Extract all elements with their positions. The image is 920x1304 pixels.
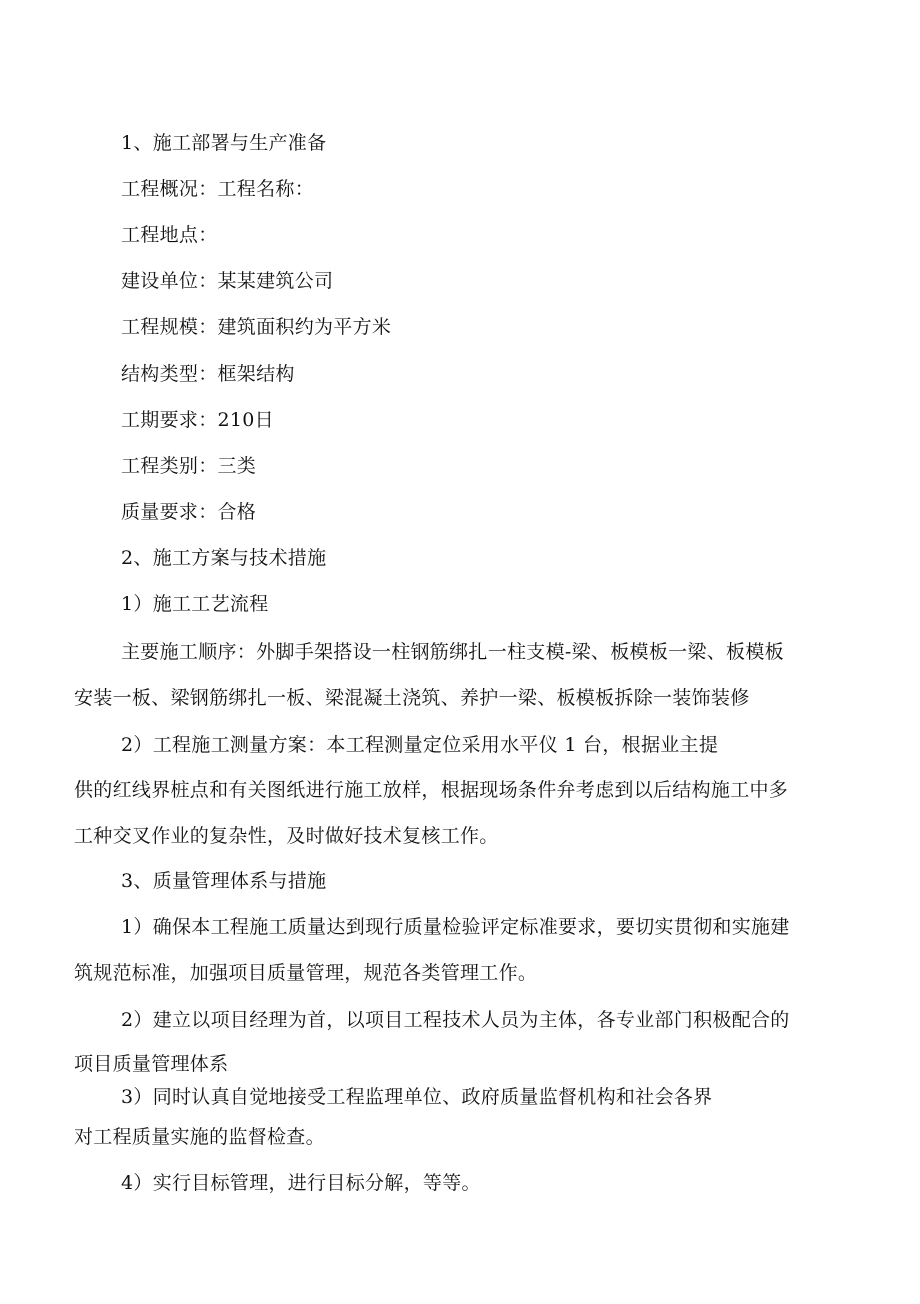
project-category-line: 工程类别：三类 <box>121 455 257 477</box>
schedule-requirement-line: 工期要求：210日 <box>121 409 274 431</box>
paragraph-construction-sequence-2: 安装一板、梁钢筋绑扎一板、梁混凝土浇筑、养护一梁、板模板拆除一装饰装修 <box>74 687 750 709</box>
paragraph-quality-3b: 对工程质量实施的监督检查。 <box>74 1126 325 1148</box>
paragraph-survey-plan-1: 2）工程施工测量方案：本工程测量定位采用水平仪 1 台，根据业主提 <box>121 734 719 756</box>
section-heading-quality: 3、质量管理体系与措施 <box>121 870 327 892</box>
project-location-line: 工程地点： <box>121 224 218 246</box>
paragraph-quality-2a: 2）建立以项目经理为首，以项目工程技术人员为主体，各专业部门积极配合的 <box>121 1009 790 1031</box>
section-heading-technical: 2、施工方案与技术措施 <box>121 547 327 569</box>
paragraph-quality-4: 4）实行目标管理，进行目标分解，等等。 <box>121 1172 481 1194</box>
section-heading-deployment: 1、施工部署与生产准备 <box>121 132 327 154</box>
project-overview-line: 工程概况：工程名称： <box>121 178 315 200</box>
paragraph-quality-3a: 3）同时认真自觉地接受工程监理单位、政府质量监督机构和社会各界 <box>121 1086 713 1108</box>
paragraph-survey-plan-3: 工种交叉作业的复杂性，及时做好技术复核工作。 <box>74 825 499 847</box>
structure-type-line: 结构类型：框架结构 <box>121 363 295 385</box>
construction-unit-line: 建设单位：某某建筑公司 <box>121 270 334 292</box>
paragraph-construction-sequence-1: 主要施工顺序：外脚手架搭设一柱钢筋绑扎一柱支模-梁、板模板一梁、板模板 <box>121 641 784 663</box>
quality-requirement-line: 质量要求：合格 <box>121 501 257 523</box>
paragraph-quality-2b: 项目质量管理体系 <box>74 1053 229 1075</box>
paragraph-quality-1a: 1）确保本工程施工质量达到现行质量检验评定标准要求，要切实贯彻和实施建 <box>121 916 790 938</box>
paragraph-quality-1b: 筑规范标准，加强项目质量管理，规范各类管理工作。 <box>74 962 538 984</box>
project-scale-line: 工程规模：建筑面积约为平方米 <box>121 316 392 338</box>
process-flow-heading: 1）施工工艺流程 <box>121 593 269 615</box>
paragraph-survey-plan-2: 供的红线界桩点和有关图纸进行施工放样，根据现场条件弁考虑到以后结构施工中多 <box>74 779 789 801</box>
